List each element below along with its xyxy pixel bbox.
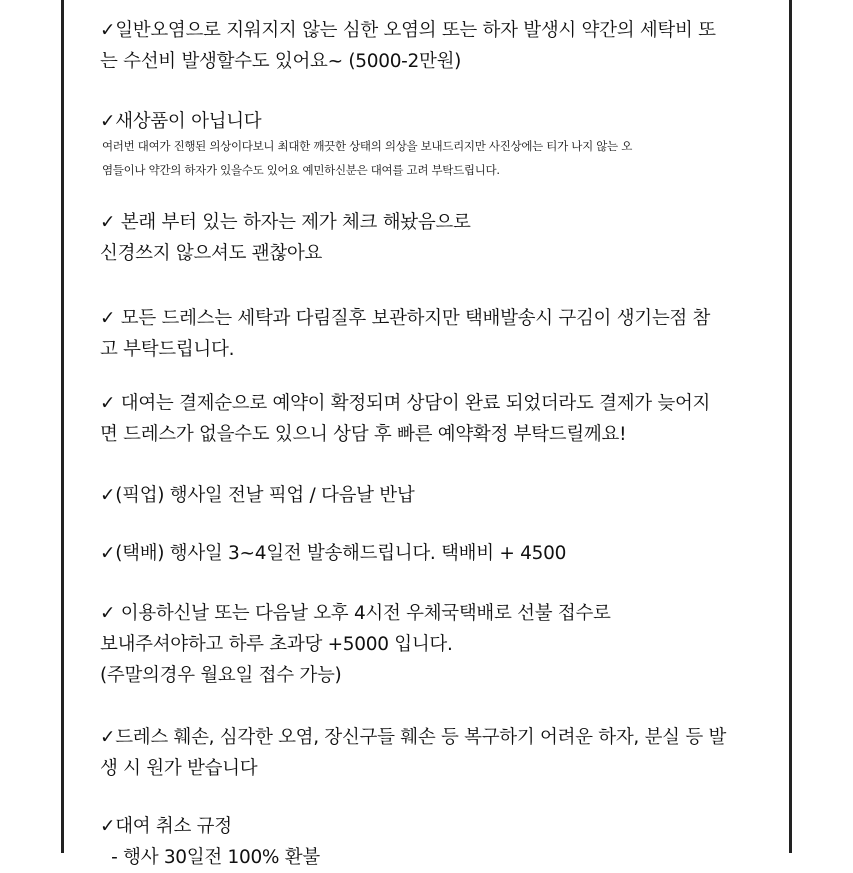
notice-pickup	[100, 480, 790, 511]
text-line: ✓대여 취소 규정	[100, 816, 232, 837]
text-line: ✓ 본래 부터 있는 하자는 제가 체크 해놨음으로	[100, 212, 471, 233]
text-line: - 행사 30일전 100% 환불	[100, 847, 320, 868]
notice-wrinkles	[100, 303, 790, 365]
text-line: 보내주셔야하고 하루 초과당 +5000 입니다.	[100, 634, 453, 655]
text-line: 여러번 대여가 진행된 의상이다보니 최대한 깨끗한 상태의 의상을 보내드리지만 사진상에는 티가 나지 않는 오	[102, 139, 633, 153]
notice-not-new-detail	[102, 134, 792, 182]
notice-cancellation	[100, 811, 790, 873]
notice-return	[100, 598, 790, 691]
notice-stain-fee	[100, 15, 790, 77]
notice-damage	[100, 722, 790, 784]
text-line: 고 부탁드립니다.	[100, 339, 235, 360]
text-line: ✓(택배) 행사일 3~4일전 발송해드립니다. 택배비 + 4500	[100, 543, 567, 564]
left-border	[61, 0, 64, 853]
text-line: 염들이나 약간의 하자가 있을수도 있어요 예민하신분은 대여를 고려 부탁드립니다.	[102, 163, 500, 177]
text-line: ✓드레스 훼손, 심각한 오염, 장신구들 훼손 등 복구하기 어려운 하자, 분실 등 발	[100, 727, 727, 748]
text-line: ✓ 모든 드레스는 세탁과 다림질후 보관하지만 택배발송시 구김이 생기는점 참	[100, 308, 711, 329]
text-line: 신경쓰지 않으셔도 괜찮아요	[100, 243, 323, 264]
notice-delivery	[100, 538, 790, 569]
text-line: ✓ 대여는 결제순으로 예약이 확정되며 상담이 완료 되었더라도 결제가 늦어지	[100, 393, 711, 414]
notice-existing-defects	[100, 207, 790, 269]
text-line: 면 드레스가 없을수도 있으니 상담 후 빠른 예약확정 부탁드릴께요!	[100, 424, 627, 445]
text-line: ✓새상품이 아닙니다	[100, 111, 262, 132]
text-line: ✓ 이용하신날 또는 다음날 오후 4시전 우체국택배로 선불 접수로	[100, 603, 611, 624]
notice-not-new	[100, 106, 790, 137]
text-line: (주말의경우 월요일 접수 가능)	[100, 665, 342, 686]
notice-reservation	[100, 388, 790, 450]
text-line: ✓일반오염으로 지워지지 않는 심한 오염의 또는 하자 발생시 약간의 세탁비 또	[100, 20, 716, 41]
text-line: 생 시 원가 받습니다	[100, 758, 258, 779]
text-line: 는 수선비 발생할수도 있어요~ (5000-2만원)	[100, 51, 462, 72]
text-line: ✓(픽업) 행사일 전날 픽업 / 다음날 반납	[100, 485, 415, 506]
